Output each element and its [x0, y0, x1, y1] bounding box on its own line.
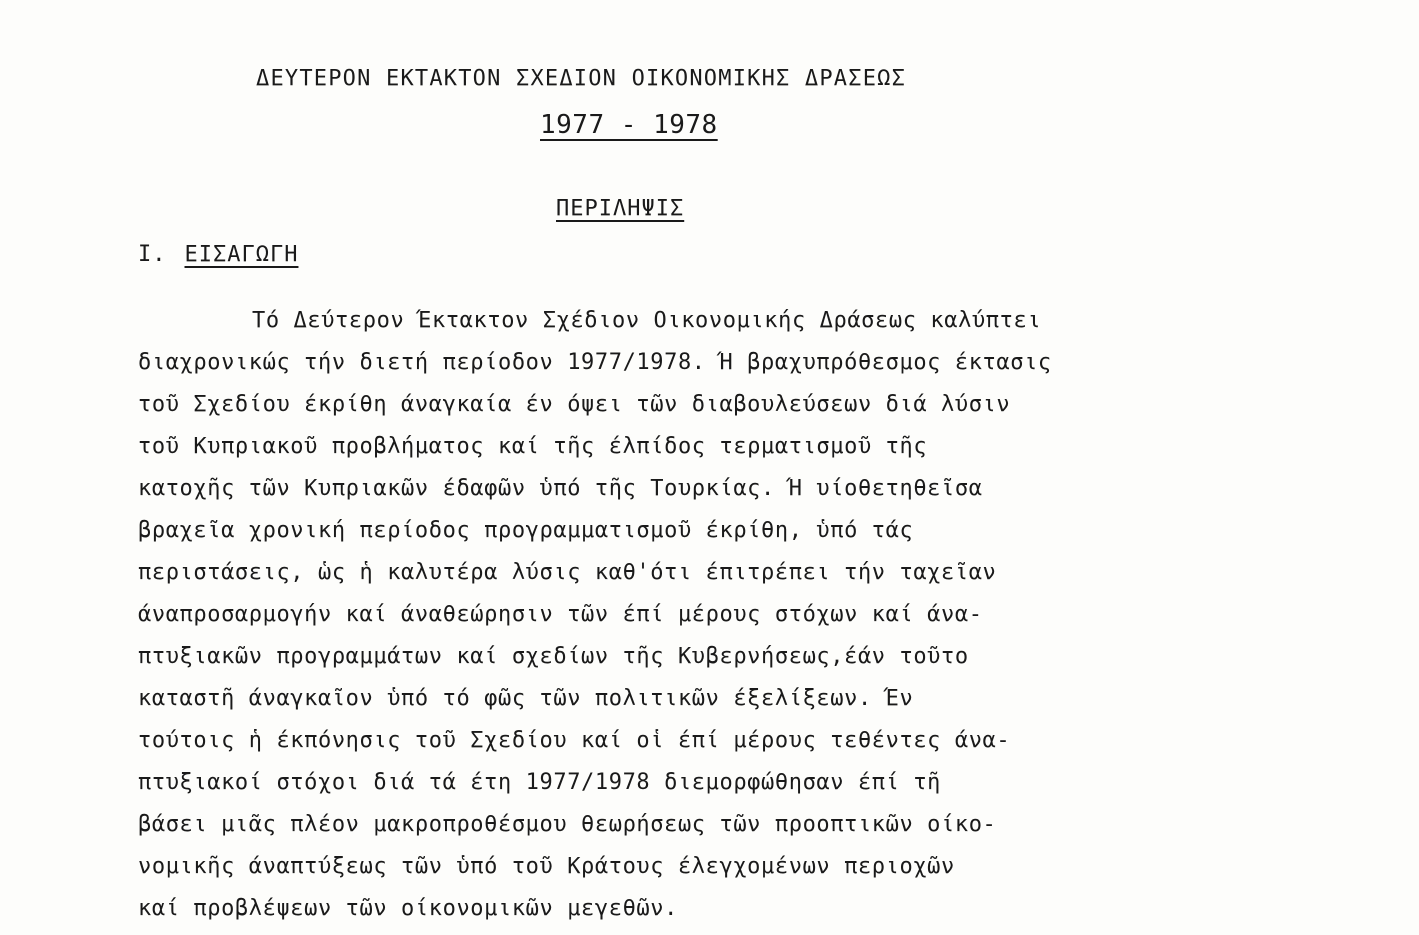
document-title: ΔΕΥΤΕΡΟΝ ΕΚΤΑΚΤΟΝ ΣΧΕΔΙΟΝ ΟΙΚΟΝΟΜΙΚΗΣ ΔΡΑΣΕΩΣ: [256, 66, 907, 91]
text-line: βραχεῖα χρονική περίοδος προγραμματισμοῦ έκρίθη, ὑπό τάς: [138, 518, 914, 543]
text-line: Τό Δεύτερον Έκτακτον Σχέδιον Οικονομικής Δράσεως καλύπτει: [252, 308, 1042, 333]
section-heading: [138, 242, 298, 267]
text-line: διαχρονικώς τήν διετή περίοδον 1977/1978. Ή βραχυπρόθεσμος έκτασις: [138, 350, 1052, 375]
text-line: κατοχῆς τῶν Κυπριακῶν έδαφῶν ὑπό τῆς Τουρκίας. Ή υίοθετηθεῖσα: [138, 476, 983, 501]
text-line: βάσει μιᾶς πλέον μακροπροθέσμου θεωρήσεως τῶν προοπτικῶν οίκο-: [138, 812, 997, 837]
text-line: νομικῆς άναπτύξεως τῶν ὑπό τοῦ Κράτους έλεγχομένων περιοχῶν: [138, 854, 955, 879]
text-line: τοῦ Σχεδίου έκρίθη άναγκαία έν όψει τῶν διαβουλεύσεων διά λύσιν: [138, 392, 1011, 417]
text-line: άναπροσαρμογήν καί άναθεώρησιν τῶν έπί μέρους στόχων καί άνα-: [138, 602, 983, 627]
body-paragraph: [138, 300, 1318, 930]
text-line: περιστάσεις, ὡς ἡ καλυτέρα λύσις καθ'ότι έπιτρέπει τήν ταχεῖαν: [138, 560, 997, 585]
summary-heading: ΠΕΡΙΛΗΨΙΣ: [556, 196, 685, 221]
text-line: τοῦ Κυπριακοῦ προβλήματος καί τῆς έλπίδος τερματισμοῦ τῆς: [138, 434, 928, 459]
text-line: καταστῆ άναγκαῖον ὑπό τό φῶς τῶν πολιτικῶν έξελίξεων. Έν: [138, 686, 914, 711]
text-line: καί προβλέψεων τῶν οίκονομικῶν μεγεθῶν.: [138, 896, 678, 921]
section-title: ΕΙΣΑΓΩΓΗ: [184, 242, 299, 267]
section-number: I.: [138, 242, 167, 267]
text-line: πτυξιακῶν προγραμμάτων καί σχεδίων τῆς Κυβερνήσεως,έάν τοῦτο: [138, 644, 969, 669]
text-line: τούτοις ἡ έκπόνησις τοῦ Σχεδίου καί οἱ έπί μέρους τεθέντες άνα-: [138, 728, 1011, 753]
text-line: πτυξιακοί στόχοι διά τά έτη 1977/1978 διεμορφώθησαν έπί τῆ: [138, 770, 942, 795]
document-years: 1977 - 1978: [540, 110, 718, 140]
